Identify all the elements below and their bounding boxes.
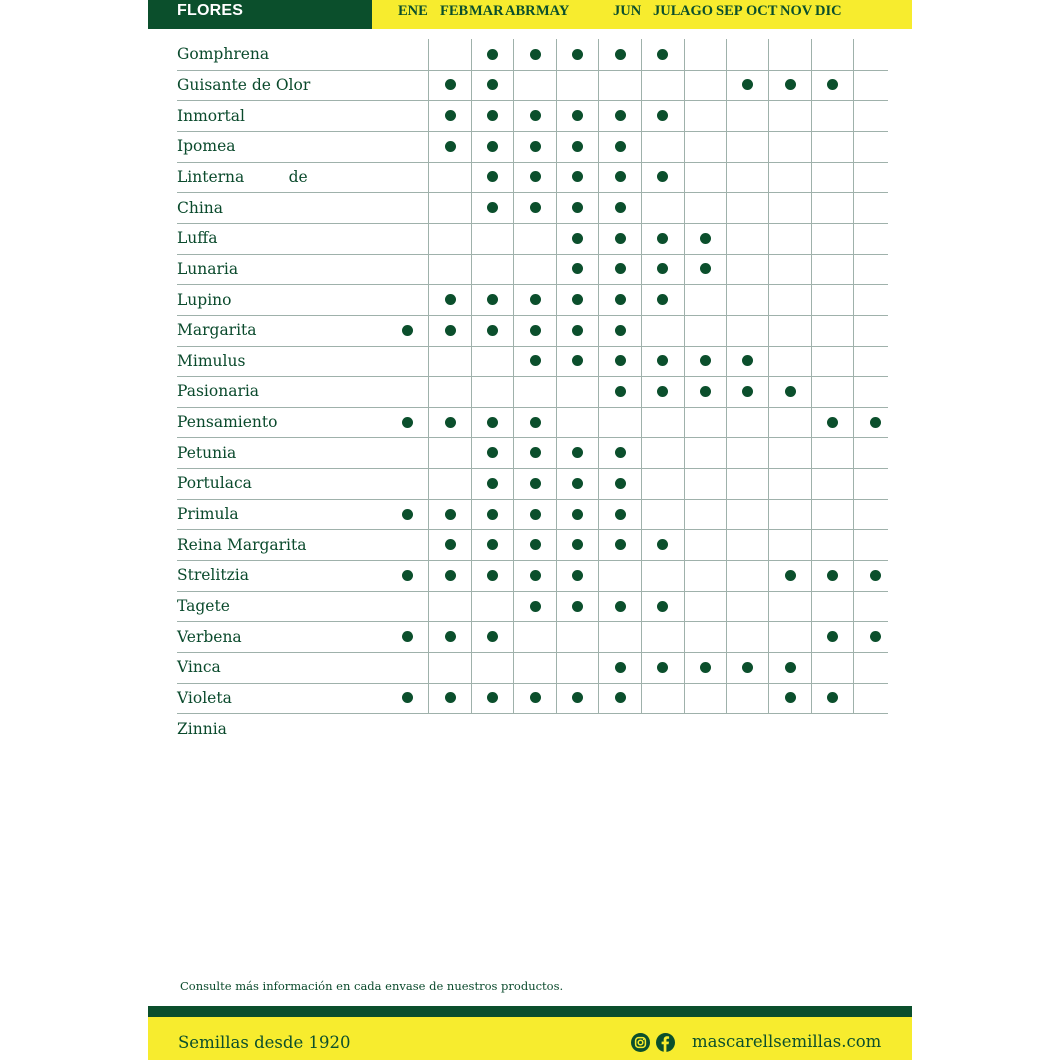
sowing-dot-oct xyxy=(785,570,796,581)
sowing-dot-jun xyxy=(615,386,626,397)
month-label-jul: JUL xyxy=(653,3,681,19)
sowing-dot-mar xyxy=(487,539,498,550)
sowing-dot-jun xyxy=(615,110,626,121)
sowing-dot-jun xyxy=(615,539,626,550)
plant-name: Guisante de Olor xyxy=(177,76,311,94)
sowing-dot-may xyxy=(572,294,583,305)
sowing-dot-mar xyxy=(487,447,498,458)
sowing-dot-may xyxy=(572,447,583,458)
sowing-dot-may xyxy=(572,539,583,550)
sowing-dot-mar xyxy=(487,171,498,182)
sowing-dot-may xyxy=(572,110,583,121)
month-label-feb: FEB xyxy=(440,3,469,19)
sowing-dot-jun xyxy=(615,263,626,274)
plant-name: Reina Margarita xyxy=(177,536,307,554)
grid-row-divider xyxy=(177,315,888,316)
sowing-dot-jul xyxy=(657,539,668,550)
sowing-dot-jun xyxy=(615,49,626,60)
sowing-dot-may xyxy=(572,233,583,244)
sowing-dot-nov xyxy=(827,631,838,642)
plant-name: Violeta xyxy=(177,689,232,707)
sowing-dot-mar xyxy=(487,110,498,121)
sowing-dot-mar xyxy=(487,417,498,428)
plant-name: Linterna de xyxy=(177,168,308,186)
plant-name: Inmortal xyxy=(177,107,245,125)
grid-row-divider xyxy=(177,591,888,592)
sowing-dot-mar xyxy=(487,202,498,213)
sowing-dot-oct xyxy=(785,79,796,90)
sowing-dot-jun xyxy=(615,509,626,520)
grid-row-divider xyxy=(177,70,888,71)
sowing-dot-may xyxy=(572,263,583,274)
sowing-dot-abr xyxy=(530,171,541,182)
sowing-dot-ene xyxy=(402,509,413,520)
grid-row-divider xyxy=(177,407,888,408)
grid-row-divider xyxy=(177,223,888,224)
grid-row-divider xyxy=(177,621,888,622)
sowing-dot-may xyxy=(572,478,583,489)
sowing-dot-abr xyxy=(530,692,541,703)
sowing-dot-abr xyxy=(530,294,541,305)
grid-row-divider xyxy=(177,284,888,285)
sowing-dot-oct xyxy=(785,692,796,703)
sowing-dot-jun xyxy=(615,601,626,612)
sowing-dot-feb xyxy=(445,294,456,305)
sowing-dot-jul xyxy=(657,49,668,60)
sowing-dot-jul xyxy=(657,601,668,612)
sowing-dot-abr xyxy=(530,478,541,489)
sowing-dot-jul xyxy=(657,233,668,244)
sowing-dot-jun xyxy=(615,233,626,244)
sowing-dot-abr xyxy=(530,539,541,550)
sowing-dot-may xyxy=(572,171,583,182)
sowing-dot-abr xyxy=(530,447,541,458)
grid-row-divider xyxy=(177,713,888,714)
sowing-dot-may xyxy=(572,325,583,336)
sowing-dot-mar xyxy=(487,49,498,60)
sowing-dot-feb xyxy=(445,79,456,90)
month-label-sep: SEP xyxy=(716,3,743,19)
sowing-dot-ago xyxy=(700,263,711,274)
sowing-dot-feb xyxy=(445,509,456,520)
sowing-dot-abr xyxy=(530,417,541,428)
month-label-may: MAY xyxy=(536,3,570,19)
plant-name: Luffa xyxy=(177,229,218,247)
sowing-dot-abr xyxy=(530,325,541,336)
sowing-dot-jul xyxy=(657,355,668,366)
sowing-dot-sep xyxy=(742,79,753,90)
grid-row-divider xyxy=(177,560,888,561)
plant-name: Margarita xyxy=(177,321,257,339)
sowing-dot-may xyxy=(572,141,583,152)
sowing-dot-jun xyxy=(615,294,626,305)
sowing-dot-abr xyxy=(530,355,541,366)
sowing-dot-mar xyxy=(487,509,498,520)
sowing-dot-sep xyxy=(742,355,753,366)
sowing-dot-abr xyxy=(530,49,541,60)
month-label-nov: NOV xyxy=(780,3,813,19)
sowing-dot-jun xyxy=(615,355,626,366)
sowing-dot-oct xyxy=(785,662,796,673)
month-label-oct: OCT xyxy=(746,3,778,19)
sowing-dot-mar xyxy=(487,631,498,642)
sowing-dot-dic xyxy=(870,631,881,642)
sowing-dot-mar xyxy=(487,294,498,305)
plant-name: Vinca xyxy=(177,658,221,676)
sowing-dot-ene xyxy=(402,417,413,428)
grid-row-divider xyxy=(177,468,888,469)
facebook-icon[interactable] xyxy=(656,1033,675,1052)
sowing-dot-jun xyxy=(615,202,626,213)
sowing-dot-mar xyxy=(487,325,498,336)
month-label-ene: ENE xyxy=(398,3,428,19)
instagram-icon[interactable] xyxy=(631,1033,650,1052)
sowing-dot-ago xyxy=(700,662,711,673)
tagline: Semillas desde 1920 xyxy=(178,1033,351,1052)
section-title: FLORES xyxy=(148,0,372,29)
sowing-dot-nov xyxy=(827,692,838,703)
sowing-dot-ago xyxy=(700,233,711,244)
sowing-dot-feb xyxy=(445,631,456,642)
grid-row-divider xyxy=(177,192,888,193)
sowing-dot-nov xyxy=(827,79,838,90)
sowing-dot-abr xyxy=(530,509,541,520)
sowing-dot-nov xyxy=(827,417,838,428)
sowing-dot-feb xyxy=(445,692,456,703)
grid-row-divider xyxy=(177,437,888,438)
sowing-dot-may xyxy=(572,570,583,581)
sowing-dot-jun xyxy=(615,447,626,458)
sowing-dot-may xyxy=(572,49,583,60)
sowing-dot-dic xyxy=(870,570,881,581)
plant-name: Strelitzia xyxy=(177,566,249,584)
grid-row-divider xyxy=(177,499,888,500)
sowing-dot-feb xyxy=(445,570,456,581)
sowing-dot-mar xyxy=(487,141,498,152)
sowing-dot-oct xyxy=(785,386,796,397)
sowing-dot-mar xyxy=(487,570,498,581)
sowing-dot-jul xyxy=(657,386,668,397)
sowing-dot-ene xyxy=(402,631,413,642)
footer xyxy=(148,1017,912,1060)
grid-row-divider xyxy=(177,100,888,101)
plant-name: Zinnia xyxy=(177,720,227,738)
sowing-dot-ene xyxy=(402,692,413,703)
sowing-dot-jun xyxy=(615,478,626,489)
month-label-mar: MAR xyxy=(469,3,504,19)
sowing-dot-abr xyxy=(530,601,541,612)
sowing-dot-feb xyxy=(445,110,456,121)
grid-row-divider xyxy=(177,652,888,653)
plant-name: Verbena xyxy=(177,628,242,646)
sowing-dot-jul xyxy=(657,171,668,182)
month-label-abr: ABR xyxy=(505,3,536,19)
grid-row-divider xyxy=(177,529,888,530)
plant-name: Lupino xyxy=(177,291,232,309)
sowing-dot-ago xyxy=(700,386,711,397)
sowing-dot-sep xyxy=(742,386,753,397)
plant-name: Pasionaria xyxy=(177,382,260,400)
plant-name: Ipomea xyxy=(177,137,236,155)
sowing-dot-jul xyxy=(657,263,668,274)
sowing-dot-may xyxy=(572,509,583,520)
plant-name: Pensamiento xyxy=(177,413,278,431)
sowing-dot-jun xyxy=(615,662,626,673)
grid-row-divider xyxy=(177,162,888,163)
plant-name: Portulaca xyxy=(177,474,252,492)
plant-name: Petunia xyxy=(177,444,237,462)
plant-name: Gomphrena xyxy=(177,45,270,63)
grid-row-divider xyxy=(177,346,888,347)
sowing-dot-jul xyxy=(657,294,668,305)
sowing-dot-sep xyxy=(742,662,753,673)
sowing-dot-abr xyxy=(530,110,541,121)
plant-name: Tagete xyxy=(177,597,230,615)
sowing-dot-abr xyxy=(530,570,541,581)
grid-row-divider xyxy=(177,376,888,377)
sowing-dot-abr xyxy=(530,202,541,213)
sowing-dot-jul xyxy=(657,110,668,121)
sowing-dot-ene xyxy=(402,570,413,581)
sowing-dot-may xyxy=(572,202,583,213)
footer-green-band xyxy=(148,1006,912,1017)
sowing-dot-mar xyxy=(487,79,498,90)
sowing-dot-feb xyxy=(445,539,456,550)
info-note: Consulte más información en cada envase de nuestros productos. xyxy=(180,979,564,993)
sowing-dot-feb xyxy=(445,141,456,152)
sowing-dot-jun xyxy=(615,325,626,336)
month-label-jun: JUN xyxy=(613,3,642,19)
grid-row-divider xyxy=(177,683,888,684)
sowing-dot-jun xyxy=(615,141,626,152)
sowing-dot-may xyxy=(572,355,583,366)
sowing-dot-abr xyxy=(530,141,541,152)
sowing-dot-feb xyxy=(445,417,456,428)
sowing-dot-may xyxy=(572,692,583,703)
grid-row-divider xyxy=(177,254,888,255)
sowing-dot-feb xyxy=(445,325,456,336)
sowing-dot-dic xyxy=(870,417,881,428)
grid-row-divider xyxy=(177,131,888,132)
sowing-dot-jul xyxy=(657,662,668,673)
sowing-dot-may xyxy=(572,601,583,612)
month-label-ago: AGO xyxy=(680,3,714,19)
sowing-dot-ene xyxy=(402,325,413,336)
sowing-dot-jun xyxy=(615,692,626,703)
sowing-dot-mar xyxy=(487,478,498,489)
sowing-dot-nov xyxy=(827,570,838,581)
plant-name: China xyxy=(177,199,224,217)
plant-name: Lunaria xyxy=(177,260,239,278)
website-link[interactable]: mascarellsemillas.com xyxy=(692,1032,882,1051)
plant-name: Mimulus xyxy=(177,352,246,370)
plant-name: Primula xyxy=(177,505,239,523)
sowing-dot-mar xyxy=(487,692,498,703)
sowing-dot-jun xyxy=(615,171,626,182)
month-label-dic: DIC xyxy=(815,3,842,19)
sowing-dot-ago xyxy=(700,355,711,366)
